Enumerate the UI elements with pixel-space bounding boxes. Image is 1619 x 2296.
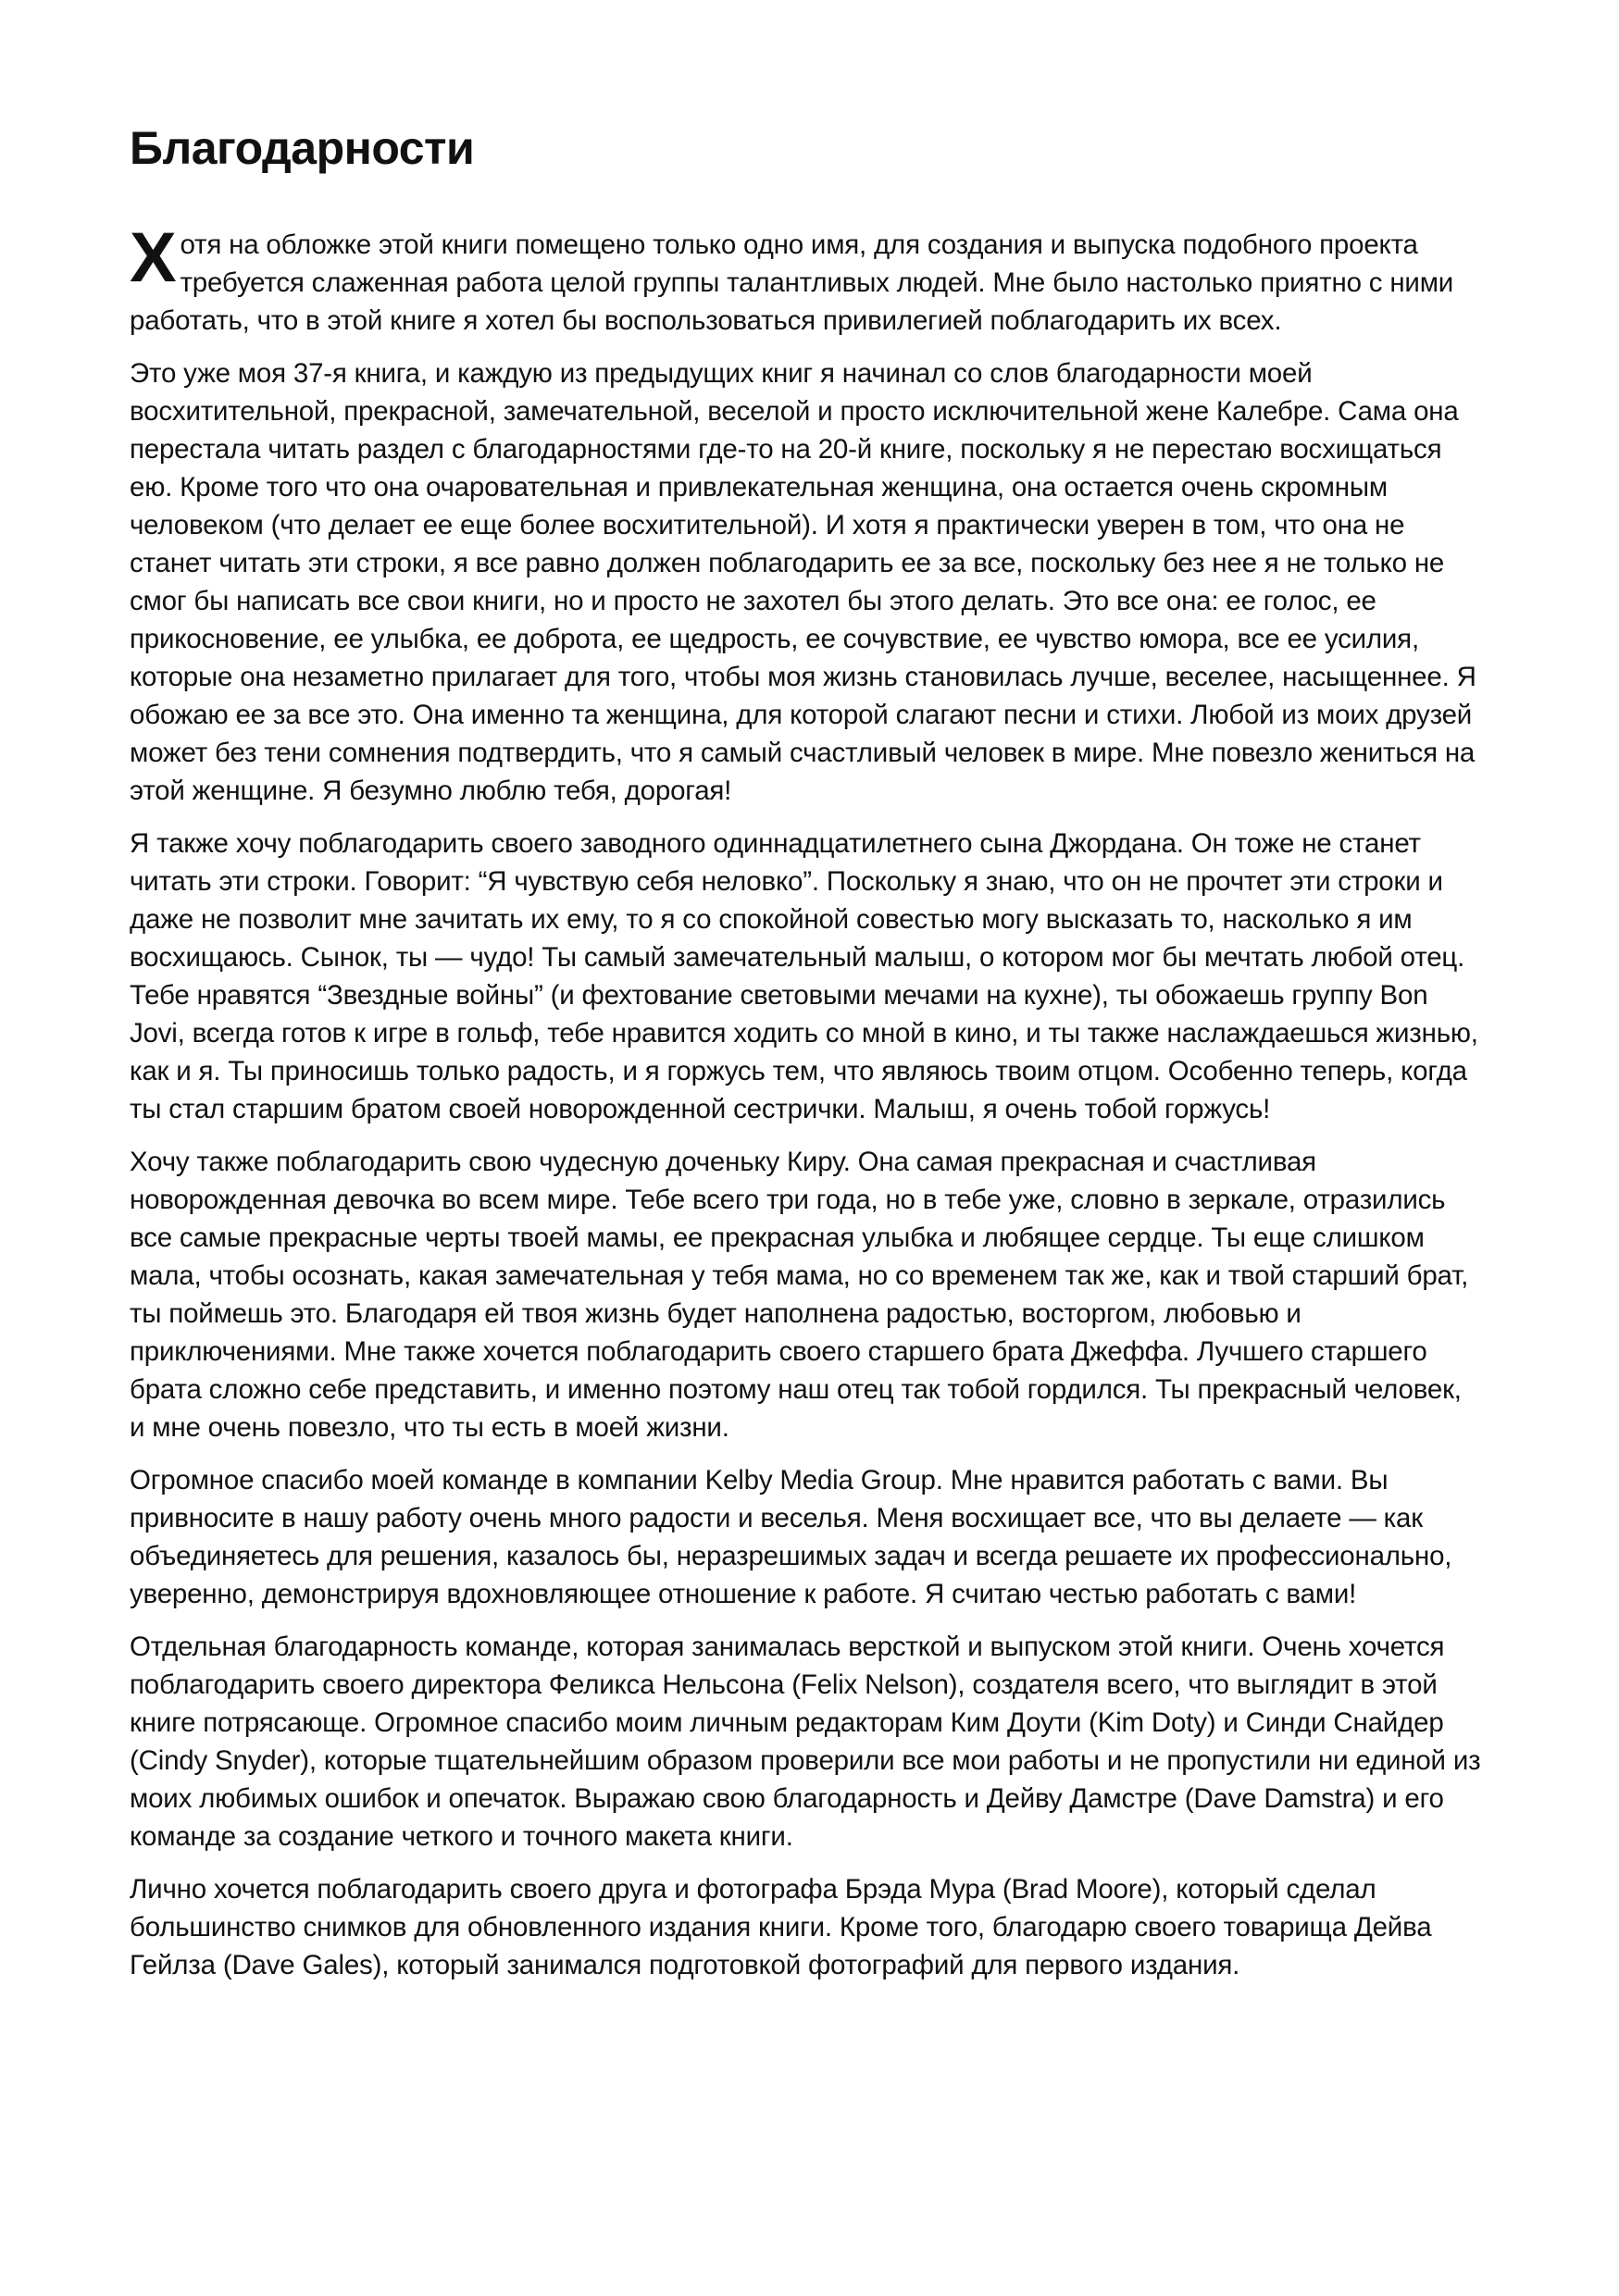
paragraph-intro	[130, 218, 1481, 340]
paragraph-team: Огромное спасибо моей команде в компании Kelby Media Group. Мне нравится работать с вами. Вы привносите в нашу работу очень много радости и веселья. Меня восхищает все, что вы делаете — как объединяетесь для решения, казалось бы, неразрешимых задач и всегда решаете их профессионально, уверенно, демонстрируя вдохновляющее отношение к работе. Я считаю честью работать с вами!	[130, 1465, 1452, 1609]
paragraph-intro-text: отя на обложке этой книги помещено только одно имя, для создания и выпуска подобного проекта требуется слаженная работа целой группы талантливых людей. Мне было настолько приятно с ними работать, что в этой книге я хотел бы воспользоваться привилегией поблагодарить их всех.	[130, 230, 1454, 336]
paragraph-daughter: Хочу также поблагодарить свою чудесную доченьку Киру. Она самая прекрасная и счастливая новорожденная девочка во всем мире. Тебе всего три года, но в тебе уже, словно в зеркале, отразились все самые прекрасные черты твоей мамы, ее прекрасная улыбка и любящее сердце. Ты еще слишком мала, чтобы осознать, какая замечательная у тебя мама, но со временем так же, как и твой старший брат, ты поймешь это. Благодаря ей твоя жизнь будет наполнена радостью, восторгом, любовью и приключениями. Мне также хочется поблагодарить своего старшего брата Джеффа. Лучшего старшего брата сложно себе представить, и именно поэтому наш отец так тобой гордился. Ты прекрасный человек, и мне очень повезло, что ты есть в моей жизни.	[130, 1147, 1469, 1443]
paragraph-photographers: Лично хочется поблагодарить своего друга и фотографа Брэда Мура (Brad Moore), который сделал большинство снимков для обновленного издания книги. Кроме того, благодарю своего товарища Дейва Гейлза (Dave Gales), который занимался подготовкой фотографий для первого издания.	[130, 1874, 1432, 1980]
page-title: Благодарности	[130, 122, 475, 174]
paragraph-wife: Это уже моя 37-я книга, и каждую из предыдущих книг я начинал со слов благодарности моей восхитительной, прекрасной, замечательной, веселой и просто исключительной жене Калебре. Сама она перестала читать раздел с благодарностями где-то на 20-й книге, поскольку я не перестаю восхищаться ею. Кроме того что она очаровательная и привлекательная женщина, она остается очень скромным человеком (что делает ее еще более восхитительной). И хотя я практически уверен в том, что она не станет читать эти строки, я все равно должен поблагодарить ее за все, поскольку без нее я не только не смог бы написать все свои книги, но и просто не захотел бы этого делать. Это все она: ее голос, ее прикосновение, ее улыбка, ее доброта, ее щедрость, ее сочувствие, ее чувство юмора, все ее усилия, которые она незаметно прилагает для того, чтобы моя жизнь становилась лучше, веселее, насыщеннее. Я обожаю ее за все это. Она именно та женщина, для которой слагают песни и стихи. Любой из моих друзей может без тени сомнения подтвердить, что я самый счастливый человек в мире. Мне повезло жениться на этой женщине. Я безумно люблю тебя, дорогая!	[130, 358, 1476, 806]
paragraph-son: Я также хочу поблагодарить своего заводного одиннадцатилетнего сына Джордана. Он тоже не станет читать эти строки. Говорит: “Я чувствую себя неловко”. Поскольку я знаю, что он не прочтет эти строки и даже не позволит мне зачитать их ему, то я со спокойной совестью могу высказать то, насколько я им восхищаюсь. Сынок, ты — чудо! Ты самый замечательный малыш, о котором мог бы мечтать любой отец. Тебе нравятся “Звездные войны” (и фехтование световыми мечами на кухне), ты обожаешь группу Bon Jovi, всегда готов к игре в гольф, тебе нравится ходить со мной в кино, и ты также наслаждаешься жизнью, как и я. Ты приносишь только радость, и я горжусь тем, что являюсь твоим отцом. Особенно теперь, когда ты стал старшим братом своей новорожденной сестрички. Малыш, я очень тобой горжусь!	[130, 828, 1478, 1124]
paragraph-editors: Отдельная благодарность команде, которая занималась версткой и выпуском этой книги. Очень хочется поблагодарить своего директора Феликса Нельсона (Felix Nelson), создателя всего, что выглядит в этой книге потрясающе. Огромное спасибо моим личным редакторам Ким Доути (Kim Doty) и Синди Снайдер (Cindy Snyder), которые тщательнейшим образом проверили все мои работы и не пропустили ни единой из моих любимых ошибок и опечаток. Выражаю свою благодарность и Дейву Дамстре (Dave Damstra) и его команде за создание четкого и точного макета книги.	[130, 1632, 1481, 1852]
document-page	[130, 120, 1481, 1999]
drop-cap: Х	[130, 218, 177, 297]
